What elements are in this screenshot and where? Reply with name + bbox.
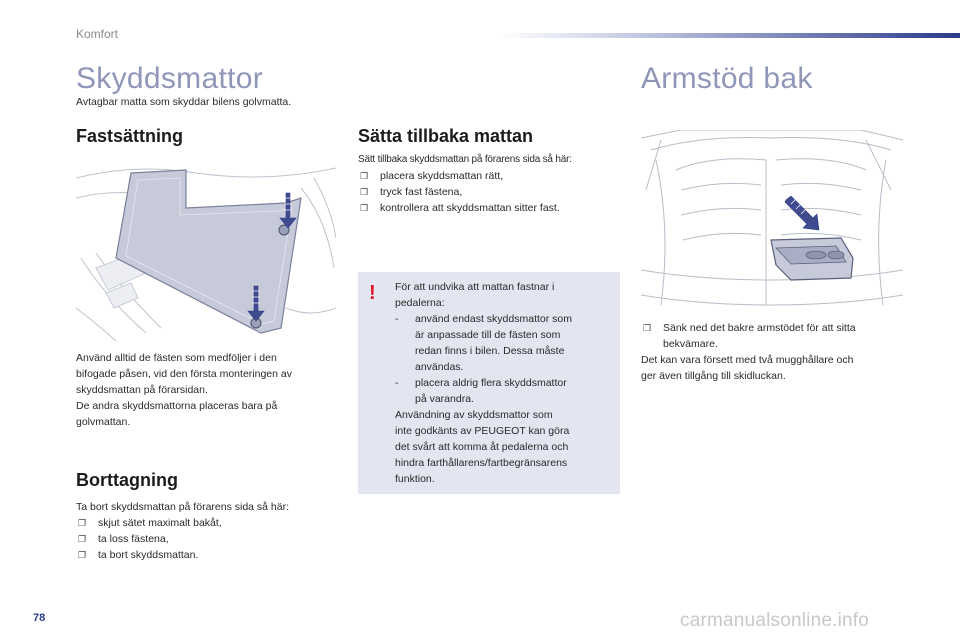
warning-line: För att undvika att mattan fastnar i: [395, 281, 555, 293]
floor-mat-illustration: [76, 158, 336, 341]
warning-line: det svårt att komma åt pedalerna och: [395, 441, 569, 453]
warning-line: funktion.: [395, 473, 435, 485]
warning-line: använd endast skyddsmattor som: [415, 313, 572, 325]
watermark: carmanualsonline.info: [680, 610, 870, 631]
removal-intro: Ta bort skyddsmattan på förarens sida så här:: [76, 501, 290, 513]
dash-bullet: -: [395, 313, 399, 325]
armrest-list: [641, 320, 911, 352]
fitting-text-line: De andra skyddsmattorna placeras bara på: [76, 400, 278, 412]
list-item-text: ta bort skyddsmattan.: [98, 549, 199, 561]
list-item-text: skjut sätet maximalt bakåt,: [98, 517, 222, 529]
warning-line: är anpassade till de fästen som: [415, 329, 561, 341]
refit-block: [358, 152, 628, 216]
rear-armrest-illustration: [641, 130, 903, 313]
armrest-para: [641, 352, 911, 384]
checkbox-bullet-icon: ❐: [360, 171, 369, 181]
warning-line: inte godkänts av PEUGEOT kan göra: [395, 425, 570, 437]
warning-line: hindra farthållarens/fartbegränsarens: [395, 457, 568, 469]
fitting-text-line: bifogade påsen, vid den första monteringen av: [76, 368, 292, 380]
warning-line: redan finns i bilen. Dessa måste: [415, 345, 565, 357]
list-item: [76, 547, 346, 563]
warning-line: på varandra.: [415, 393, 474, 405]
list-item-text: placera skyddsmattan rätt,: [380, 170, 504, 182]
warning-line: placera aldrig flera skyddsmattor: [415, 377, 567, 389]
page-number: 78: [33, 612, 46, 624]
list-item-text: tryck fast fästena,: [380, 186, 463, 198]
fitting-text-line: skyddsmattan på förarsidan.: [76, 384, 208, 396]
mats-title: Skyddsmattor: [76, 62, 263, 95]
armrest-title: Armstöd bak: [641, 62, 813, 95]
fitting-text-line: golvmattan.: [76, 416, 131, 428]
checkbox-bullet-icon: ❐: [78, 518, 87, 528]
mats-subtitle: Avtagbar matta som skyddar bilens golvmatta.: [76, 96, 292, 108]
list-item-text: ta loss fästena,: [98, 533, 169, 545]
checkbox-bullet-icon: ❐: [643, 323, 652, 333]
list-item: [76, 531, 346, 547]
warning-bullet: [395, 311, 610, 375]
list-item: [76, 515, 346, 531]
list-item: [358, 200, 628, 216]
checkbox-bullet-icon: ❐: [360, 203, 369, 213]
refit-heading: Sätta tillbaka mattan: [358, 126, 534, 146]
fitting-text-line: Använd alltid de fästen som medföljer i den: [76, 352, 277, 364]
fitting-text: [76, 350, 346, 430]
refit-list: [358, 168, 628, 216]
list-item-text: Sänk ned det bakre armstödet för att sitta: [663, 322, 856, 334]
warning-icon: !: [369, 282, 376, 304]
checkbox-bullet-icon: ❐: [360, 187, 369, 197]
armrest-line: Det kan vara försett med två mugghållare och: [641, 354, 854, 366]
refit-intro: Sätt tillbaka skyddsmattan på förarens sida så här:: [358, 154, 572, 165]
armrest-text: [641, 320, 911, 384]
checkbox-bullet-icon: ❐: [78, 550, 87, 560]
removal-block: [76, 499, 346, 563]
fitting-heading: Fastsättning: [76, 126, 184, 146]
dash-bullet: -: [395, 377, 399, 389]
warning-bullet: [395, 375, 610, 407]
list-item: [641, 320, 911, 352]
removal-heading: Borttagning: [76, 470, 178, 490]
warning-text: [395, 279, 610, 487]
header-bar: [500, 33, 960, 38]
armrest-line: ger även tillgång till skidluckan.: [641, 370, 786, 382]
warning-line: pedalerna:: [395, 297, 445, 309]
section-label: Komfort: [76, 27, 119, 41]
list-item: [358, 168, 628, 184]
list-item-text: bekvämare.: [663, 338, 718, 350]
checkbox-bullet-icon: ❐: [78, 534, 87, 544]
list-item-text: kontrollera att skyddsmattan sitter fast.: [380, 202, 560, 214]
removal-list: [76, 515, 346, 563]
warning-line: Användning av skyddsmattor som: [395, 409, 553, 421]
list-item: [358, 184, 628, 200]
warning-line: användas.: [415, 361, 464, 373]
